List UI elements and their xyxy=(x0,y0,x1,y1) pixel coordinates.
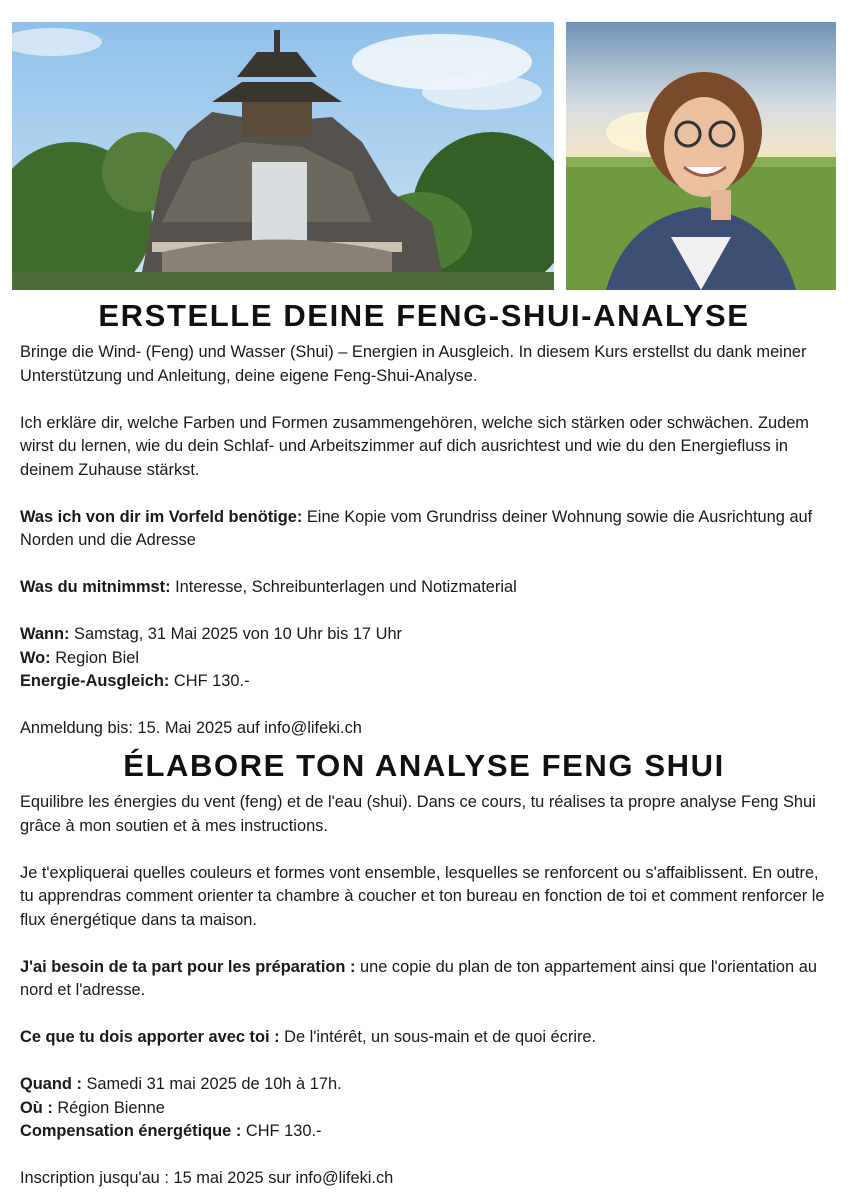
french-requirements-label: J'ai besoin de ta part pour les préparation : xyxy=(20,957,356,976)
german-bring xyxy=(20,576,832,600)
header-photos xyxy=(12,22,836,290)
german-price xyxy=(20,670,832,694)
french-price-label: Compensation énergétique : xyxy=(20,1122,242,1140)
german-where-value: Region Biel xyxy=(50,648,140,667)
german-bring-value: Interesse, Schreibunterlagen und Notizmaterial xyxy=(170,578,517,596)
german-requirements-value: Eine Kopie vom Grundriss deiner Wohnung sowie die Ausrichtung auf Norden und die Adresse xyxy=(20,507,813,549)
woman-portrait-photo xyxy=(566,22,836,290)
french-requirements xyxy=(20,956,832,1003)
french-where-label: Où : xyxy=(20,1098,53,1117)
french-registration: Inscription jusqu'au : 15 mai 2025 sur info@lifeki.ch xyxy=(20,1169,394,1187)
french-requirements-value: une copie du plan de ton appartement ainsi que l'orientation au nord et l'adresse. xyxy=(20,957,817,999)
german-title: ERSTELLE DEINE FENG-SHUI-ANALYSE xyxy=(98,298,750,333)
german-requirements xyxy=(20,506,832,553)
german-when-value: Samstag, 31 Mai 2025 von 10 Uhr bis 17 Uhr xyxy=(69,625,403,643)
pagoda-garden-photo xyxy=(12,22,554,290)
french-bring-value: De l'intérêt, un sous-main et de quoi écrire. xyxy=(279,1028,597,1046)
french-where xyxy=(20,1097,832,1121)
german-intro: Bringe die Wind- (Feng) und Wasser (Shui) – Energien in Ausgleich. In diesem Kurs erstellst du dank meiner Unterstützung und Anleitung, deine eigene Feng-Shui-Analyse. xyxy=(20,343,807,385)
german-bring-label: Was du mitnimmst: xyxy=(20,578,171,596)
french-section xyxy=(20,791,832,1191)
french-when-value: Samedi 31 mai 2025 de 10h à 17h. xyxy=(81,1075,342,1093)
german-when-label: Wann: xyxy=(20,625,70,643)
german-explanation: Ich erkläre dir, welche Farben und Formen zusammengehören, welche sich stärken oder schwächen. Zudem wirst du lernen, wie du dein Schlaf- und Arbeitszimmer auf dich ausrichtest und wie du den Energiefluss in deinem Zuhause stärkst. xyxy=(20,413,809,479)
french-price-value: CHF 130.- xyxy=(241,1122,322,1140)
french-when xyxy=(20,1073,832,1097)
french-explanation: Je t'expliquerai quelles couleurs et formes vont ensemble, lesquelles se renforcent ou s'affaiblissent. En outre, tu apprendras comment orienter ta chambre à coucher et ton bureau en fonction de toi et comment renforcer le flux énergétique dans ta maison. xyxy=(20,863,825,929)
german-requirements-label: Was ich von dir im Vorfeld benötige: xyxy=(20,507,303,526)
german-section xyxy=(20,341,832,741)
french-when-label: Quand : xyxy=(20,1075,82,1093)
french-title: ÉLABORE TON ANALYSE FENG SHUI xyxy=(123,748,725,783)
german-where xyxy=(20,647,832,671)
french-where-value: Région Bienne xyxy=(52,1098,165,1117)
german-price-value: CHF 130.- xyxy=(169,672,250,690)
german-when xyxy=(20,623,832,647)
french-bring xyxy=(20,1026,832,1050)
german-registration: Anmeldung bis: 15. Mai 2025 auf info@lifeki.ch xyxy=(20,719,362,737)
german-price-label: Energie-Ausgleich: xyxy=(20,672,170,690)
french-bring-label: Ce que tu dois apporter avec toi : xyxy=(20,1028,280,1046)
french-intro: Equilibre les énergies du vent (feng) et de l'eau (shui). Dans ce cours, tu réalises ta propre analyse Feng Shui grâce à mon soutien et à mes instructions. xyxy=(20,793,816,835)
french-price xyxy=(20,1120,832,1144)
german-where-label: Wo: xyxy=(20,648,51,667)
